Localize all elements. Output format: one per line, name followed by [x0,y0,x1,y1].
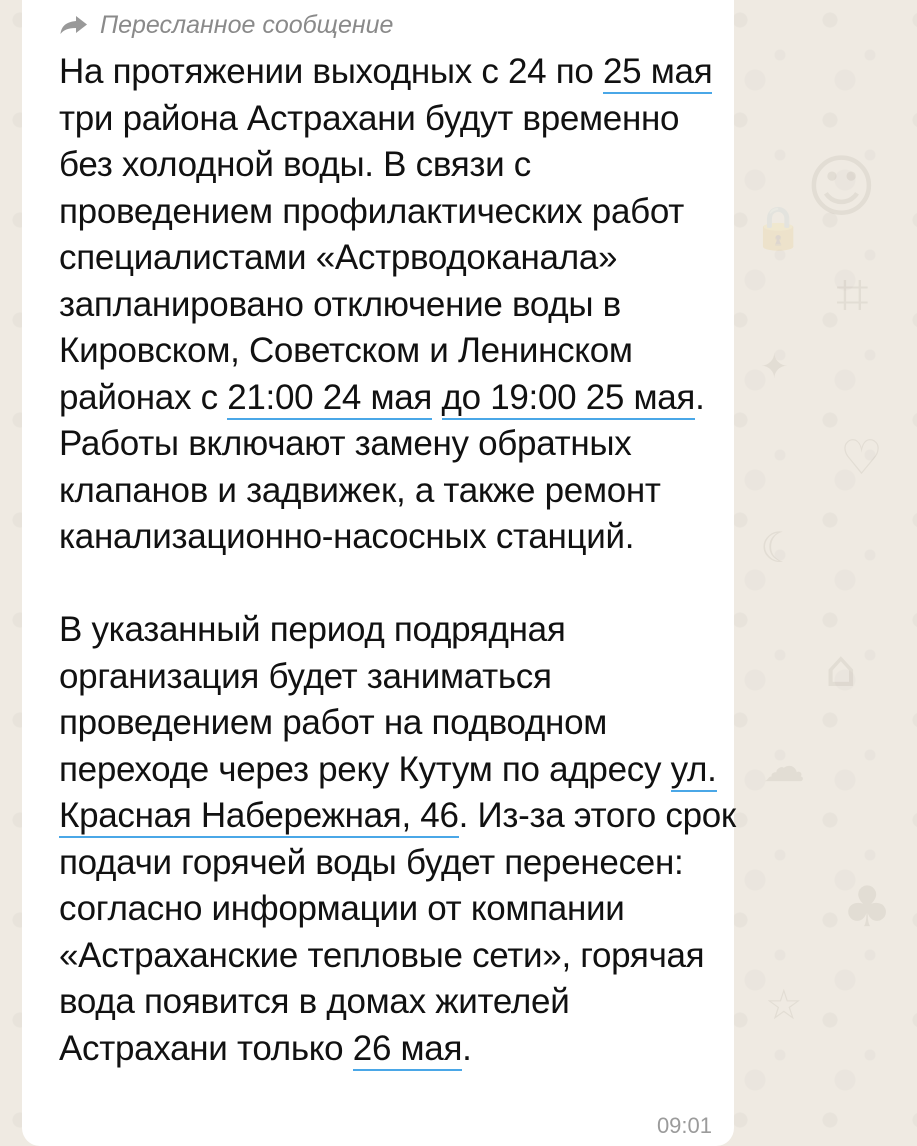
date-link-26-may[interactable]: 26 мая [353,1029,462,1071]
message-timestamp: 09:01 [656,1113,712,1138]
message-text-segment: В указанный период подрядная организация будет заниматься проведением работ на подводном переходе через реку Кутум по адресу [59,610,671,789]
message-paragraph-1 [59,49,739,561]
date-link-25-may[interactable]: 25 мая [603,52,712,94]
moon-doodle-icon: ☾ [760,523,798,572]
message-text-segment: На протяжении выходных с 24 по [59,52,604,91]
grid-doodle-icon: ⌗ [836,260,869,328]
message-text-segment: . [462,1028,472,1068]
star-doodle-icon: ☆ [765,980,803,1029]
message-text-segment: . Из-за этого срок подачи горячей воды будет перенесен: согласно информации от компании «Астраханские тепловые сети», горячая вода появится в домах жителей Астрахани только [59,796,736,1068]
heart-doodle-icon: ♡ [840,430,884,486]
message-text-segment [432,378,441,417]
message-text-segment: три района Астрахани будут временно без холодной воды. В связи с проведением профилактических работ специалистами «Астрводоканала» запланировано отключение воды в Кировском, Советском и Ленинском районах с [59,98,684,417]
date-time-link-end[interactable]: до 19:00 25 мая [442,378,696,420]
message-bubble[interactable] [22,0,734,1146]
message-text [59,49,739,1072]
message-paragraph-2 [59,607,739,1072]
cloud-doodle-icon: ☁ [763,742,805,791]
sparkle-doodle-icon: ✦ [760,347,789,387]
forwarded-label: Пересланное сообщение [100,11,394,39]
address-link[interactable]: ул. Красная Набережная, 46 [59,750,717,839]
forward-arrow-icon [60,15,88,35]
tree-doodle-icon: ♣ [842,875,893,940]
message-text-segment: . Работы включают замену обратных клапанов и задвижек, а также ремонт канализационно-насосных станций. [59,377,705,556]
smiley-doodle-icon: ☺ [806,148,877,227]
date-time-link-start[interactable]: 21:00 24 мая [227,378,432,420]
gift-doodle-icon: ⌂ [825,640,857,698]
lock-doodle-icon: 🔒 [752,203,805,252]
forwarded-header [60,10,393,40]
